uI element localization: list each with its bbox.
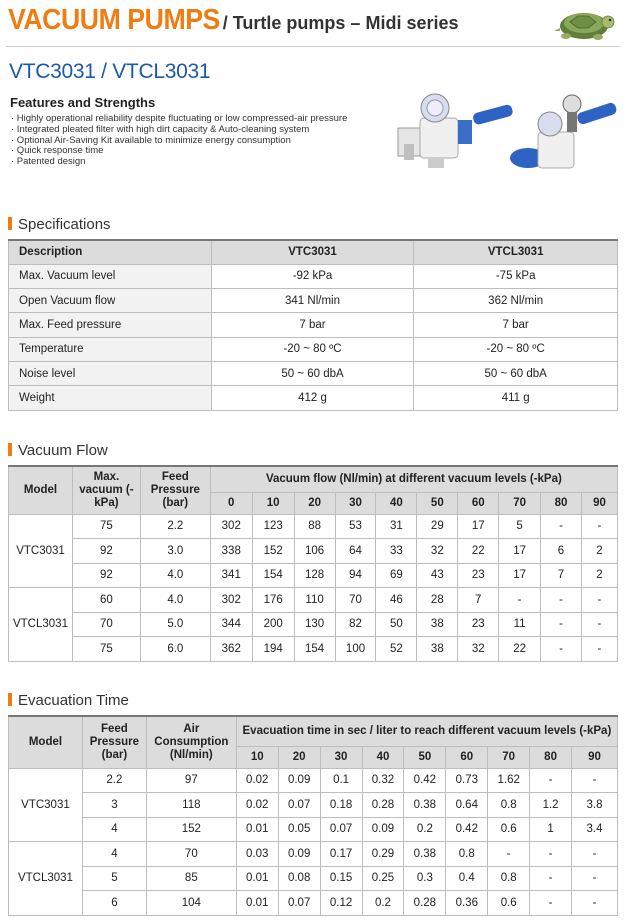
flow-cell: 94 [335, 563, 376, 588]
flow-level-header: 30 [335, 492, 376, 514]
evac-col-feed-pressure: Feed Pressure (bar) [82, 716, 146, 768]
flow-col-max-vacuum: Max. vacuum (-kPa) [72, 466, 140, 514]
flow-cell: 17 [499, 563, 541, 588]
evac-cell: 0.8 [488, 793, 530, 818]
evac-cell: - [572, 768, 618, 793]
flow-cell: 3.0 [140, 539, 210, 564]
flow-cell: 32 [458, 637, 499, 662]
evac-cell: 0.09 [278, 768, 320, 793]
flow-model-cell: VTC3031 [9, 514, 73, 588]
feature-item: · Optional Air-Saving Kit available to minimize energy consumption [11, 134, 291, 146]
flow-cell: - [541, 514, 582, 539]
flow-level-header: 90 [581, 492, 617, 514]
evac-cell: 3 [82, 793, 146, 818]
evac-level-header: 60 [446, 746, 488, 768]
evac-cell: 0.6 [488, 891, 530, 916]
flow-level-header: 70 [499, 492, 541, 514]
spec-row [9, 337, 618, 361]
flow-cell: 344 [210, 612, 252, 637]
evac-cell: 0.05 [278, 817, 320, 842]
flow-cell: 128 [294, 563, 335, 588]
flow-cell: 75 [72, 637, 140, 662]
evac-cell: 85 [146, 866, 236, 891]
flow-cell: 43 [417, 563, 458, 588]
flow-cell: 4.0 [140, 563, 210, 588]
evac-cell: 0.64 [446, 793, 488, 818]
flow-cell: 6.0 [140, 637, 210, 662]
spec-row [9, 264, 618, 288]
flow-header-row [9, 466, 618, 492]
evac-cell: 70 [146, 842, 236, 867]
header-divider [6, 46, 620, 47]
evac-level-header: 70 [488, 746, 530, 768]
specifications-title-text: Specifications [18, 216, 111, 233]
evac-cell: 5 [82, 866, 146, 891]
spec-label: Temperature [9, 337, 212, 361]
flow-cell: 46 [376, 588, 417, 613]
table-row [9, 793, 618, 818]
evac-cell: 0.12 [320, 891, 362, 916]
flow-cell: 69 [376, 563, 417, 588]
feature-item: · Highly operational reliability despite fluctuating or low compressed-air pressure [11, 113, 348, 124]
evacuation-time-title [8, 692, 129, 709]
evac-cell: 0.18 [320, 793, 362, 818]
section-marker [8, 693, 12, 706]
evac-cell: 4 [82, 842, 146, 867]
evac-cell: 0.07 [278, 891, 320, 916]
flow-cell: 88 [294, 514, 335, 539]
evac-cell: - [572, 842, 618, 867]
flow-cell: 60 [72, 588, 140, 613]
evac-cell: - [572, 891, 618, 916]
evac-cell: 0.07 [320, 817, 362, 842]
evac-cell: 1 [530, 817, 572, 842]
evac-cell: 0.09 [362, 817, 404, 842]
evac-level-header: 30 [320, 746, 362, 768]
flow-cell: 52 [376, 637, 417, 662]
feature-item: · Quick response time [11, 145, 104, 157]
spec-label: Open Vacuum flow [9, 289, 212, 313]
spec-value: -20 ~ 80 ºC [211, 337, 414, 361]
flow-cell: - [499, 588, 541, 613]
flow-cell: 50 [376, 612, 417, 637]
evac-cell: 6 [82, 891, 146, 916]
product-image [390, 88, 620, 178]
spec-value: 7 bar [211, 313, 414, 337]
evac-cell: 97 [146, 768, 236, 793]
flow-cell: 11 [499, 612, 541, 637]
flow-cell: 154 [252, 563, 294, 588]
flow-cell: - [581, 588, 617, 613]
table-row [9, 637, 618, 662]
flow-cell: 70 [335, 588, 376, 613]
spec-col-description: Description [9, 240, 212, 264]
flow-cell: 4.0 [140, 588, 210, 613]
spec-col-vtcl3031: VTCL3031 [414, 240, 618, 264]
spec-value: 7 bar [414, 313, 618, 337]
evac-cell: 0.08 [278, 866, 320, 891]
evac-cell: 0.36 [446, 891, 488, 916]
spec-value: -92 kPa [211, 264, 414, 288]
vacuum-flow-title-text: Vacuum Flow [18, 442, 108, 459]
spec-value: 362 Nl/min [414, 289, 618, 313]
section-marker [8, 443, 12, 456]
spec-value: -75 kPa [414, 264, 618, 288]
flow-level-header: 80 [541, 492, 582, 514]
evac-cell: 0.32 [362, 768, 404, 793]
evac-cell: 0.07 [278, 793, 320, 818]
evac-cell: - [530, 891, 572, 916]
flow-cell: 17 [458, 514, 499, 539]
flow-cell: 38 [417, 637, 458, 662]
flow-col-vacuum-flow: Vacuum flow (Nl/min) at different vacuum levels (-kPa) [210, 466, 617, 492]
evac-cell: 0.03 [236, 842, 278, 867]
flow-col-feed-pressure: Feed Pressure (bar) [140, 466, 210, 514]
evac-cell: 0.42 [404, 768, 446, 793]
evac-cell: - [530, 768, 572, 793]
evac-cell: 0.29 [362, 842, 404, 867]
flow-cell: 31 [376, 514, 417, 539]
evac-cell: 0.28 [404, 891, 446, 916]
evac-header-row [9, 716, 618, 746]
evac-cell: 0.3 [404, 866, 446, 891]
table-row [9, 866, 618, 891]
evac-cell: 4 [82, 817, 146, 842]
flow-cell: - [541, 588, 582, 613]
specifications-table [8, 239, 618, 411]
flow-cell: 23 [458, 612, 499, 637]
flow-cell: 23 [458, 563, 499, 588]
spec-label: Max. Feed pressure [9, 313, 212, 337]
evac-cell: 0.2 [362, 891, 404, 916]
flow-cell: 123 [252, 514, 294, 539]
flow-col-model: Model [9, 466, 73, 514]
evac-col-air-consumption: Air Consumption (Nl/min) [146, 716, 236, 768]
flow-cell: - [541, 612, 582, 637]
table-row [9, 768, 618, 793]
flow-level-header: 40 [376, 492, 417, 514]
evac-cell: 1.2 [530, 793, 572, 818]
flow-cell: 200 [252, 612, 294, 637]
evac-model-cell: VTC3031 [9, 768, 83, 842]
table-row [9, 817, 618, 842]
spec-value: 50 ~ 60 dbA [211, 361, 414, 385]
flow-cell: 5.0 [140, 612, 210, 637]
flow-cell: 106 [294, 539, 335, 564]
vacuum-flow-table [8, 465, 618, 662]
flow-cell: 28 [417, 588, 458, 613]
flow-cell: 6 [541, 539, 582, 564]
flow-cell: 22 [458, 539, 499, 564]
flow-cell: 17 [499, 539, 541, 564]
flow-cell: 194 [252, 637, 294, 662]
flow-cell: 362 [210, 637, 252, 662]
evac-level-header: 50 [404, 746, 446, 768]
evac-cell: 0.25 [362, 866, 404, 891]
evacuation-time-table [8, 715, 618, 916]
flow-level-header: 0 [210, 492, 252, 514]
table-row [9, 612, 618, 637]
evac-cell: 0.17 [320, 842, 362, 867]
model-title: VTC3031 / VTCL3031 [9, 60, 211, 83]
flow-cell: 82 [335, 612, 376, 637]
spec-value: 341 Nl/min [211, 289, 414, 313]
flow-cell: 92 [72, 563, 140, 588]
spec-header-row [9, 240, 618, 264]
flow-cell: 7 [541, 563, 582, 588]
evac-cell: 0.28 [362, 793, 404, 818]
spec-value: 411 g [414, 386, 618, 410]
evac-cell: 0.38 [404, 793, 446, 818]
flow-level-header: 10 [252, 492, 294, 514]
evac-cell: 0.1 [320, 768, 362, 793]
spec-col-vtc3031: VTC3031 [211, 240, 414, 264]
spec-value: 412 g [211, 386, 414, 410]
flow-cell: - [581, 612, 617, 637]
evac-cell: 0.01 [236, 866, 278, 891]
evacuation-time-title-text: Evacuation Time [18, 692, 129, 709]
flow-cell: - [541, 637, 582, 662]
evac-cell: 0.09 [278, 842, 320, 867]
flow-cell: 92 [72, 539, 140, 564]
evac-cell: 0.8 [488, 866, 530, 891]
flow-cell: 154 [294, 637, 335, 662]
evac-level-header: 10 [236, 746, 278, 768]
table-row [9, 891, 618, 916]
table-row [9, 588, 618, 613]
evac-cell: - [530, 842, 572, 867]
page-header [8, 4, 548, 44]
evac-cell: 0.02 [236, 768, 278, 793]
features-list [11, 114, 347, 168]
flow-model-cell: VTCL3031 [9, 588, 73, 662]
flow-cell: 7 [458, 588, 499, 613]
flow-cell: 38 [417, 612, 458, 637]
specifications-title [8, 216, 111, 233]
evac-cell: 2.2 [82, 768, 146, 793]
table-row [9, 563, 618, 588]
flow-cell: 75 [72, 514, 140, 539]
evac-cell: 152 [146, 817, 236, 842]
flow-cell: 70 [72, 612, 140, 637]
table-row [9, 539, 618, 564]
evac-col-model: Model [9, 716, 83, 768]
flow-cell: 130 [294, 612, 335, 637]
flow-cell: 338 [210, 539, 252, 564]
flow-cell: 341 [210, 563, 252, 588]
flow-cell: 53 [335, 514, 376, 539]
flow-cell: - [581, 514, 617, 539]
evac-cell: 0.38 [404, 842, 446, 867]
flow-cell: - [581, 637, 617, 662]
table-row [9, 842, 618, 867]
flow-cell: 2 [581, 563, 617, 588]
evac-cell: 0.73 [446, 768, 488, 793]
flow-cell: 29 [417, 514, 458, 539]
flow-cell: 22 [499, 637, 541, 662]
evac-level-header: 90 [572, 746, 618, 768]
evac-cell: 118 [146, 793, 236, 818]
evac-cell: 0.15 [320, 866, 362, 891]
flow-cell: 5 [499, 514, 541, 539]
evac-cell: 0.6 [488, 817, 530, 842]
flow-cell: 302 [210, 514, 252, 539]
feature-item: · Integrated pleated filter with high dirt capacity & Auto-cleaning system [11, 123, 310, 135]
flow-cell: 64 [335, 539, 376, 564]
evac-cell: 0.01 [236, 891, 278, 916]
evac-cell: 0.01 [236, 817, 278, 842]
spec-value: -20 ~ 80 ºC [414, 337, 618, 361]
flow-level-header: 20 [294, 492, 335, 514]
evac-cell: 1.62 [488, 768, 530, 793]
evac-level-header: 80 [530, 746, 572, 768]
evac-cell: 104 [146, 891, 236, 916]
flow-cell: 2 [581, 539, 617, 564]
evac-cell: - [488, 842, 530, 867]
spec-row [9, 361, 618, 385]
evac-cell: 3.4 [572, 817, 618, 842]
vacuum-flow-title [8, 442, 108, 459]
evac-level-header: 20 [278, 746, 320, 768]
flow-cell: 110 [294, 588, 335, 613]
spec-label: Noise level [9, 361, 212, 385]
spec-value: 50 ~ 60 dbA [414, 361, 618, 385]
flow-cell: 2.2 [140, 514, 210, 539]
spec-label: Weight [9, 386, 212, 410]
flow-cell: 33 [376, 539, 417, 564]
flow-cell: 302 [210, 588, 252, 613]
flow-cell: 152 [252, 539, 294, 564]
evac-cell: 0.8 [446, 842, 488, 867]
brand-title: VACUUM PUMPS [8, 4, 220, 36]
features-title: Features and Strengths [10, 95, 156, 110]
flow-cell: 100 [335, 637, 376, 662]
flow-cell: 32 [417, 539, 458, 564]
flow-cell: 176 [252, 588, 294, 613]
feature-item: · Patented design [11, 156, 86, 168]
spec-row [9, 386, 618, 410]
evac-cell: 0.02 [236, 793, 278, 818]
spec-label: Max. Vacuum level [9, 264, 212, 288]
evac-cell: - [530, 866, 572, 891]
evac-cell: 0.2 [404, 817, 446, 842]
flow-level-header: 50 [417, 492, 458, 514]
section-marker [8, 217, 12, 230]
evac-cell: 3.8 [572, 793, 618, 818]
spec-row [9, 313, 618, 337]
evac-cell: 0.42 [446, 817, 488, 842]
evac-cell: - [572, 866, 618, 891]
flow-level-header: 60 [458, 492, 499, 514]
turtle-logo-icon [548, 0, 620, 44]
evac-level-header: 40 [362, 746, 404, 768]
series-subtitle: / Turtle pumps – Midi series [222, 13, 459, 33]
spec-row [9, 289, 618, 313]
evac-model-cell: VTCL3031 [9, 842, 83, 916]
evac-cell: 0.4 [446, 866, 488, 891]
evac-col-evacuation-time: Evacuation time in sec / liter to reach different vacuum levels (-kPa) [236, 716, 617, 746]
table-row [9, 514, 618, 539]
